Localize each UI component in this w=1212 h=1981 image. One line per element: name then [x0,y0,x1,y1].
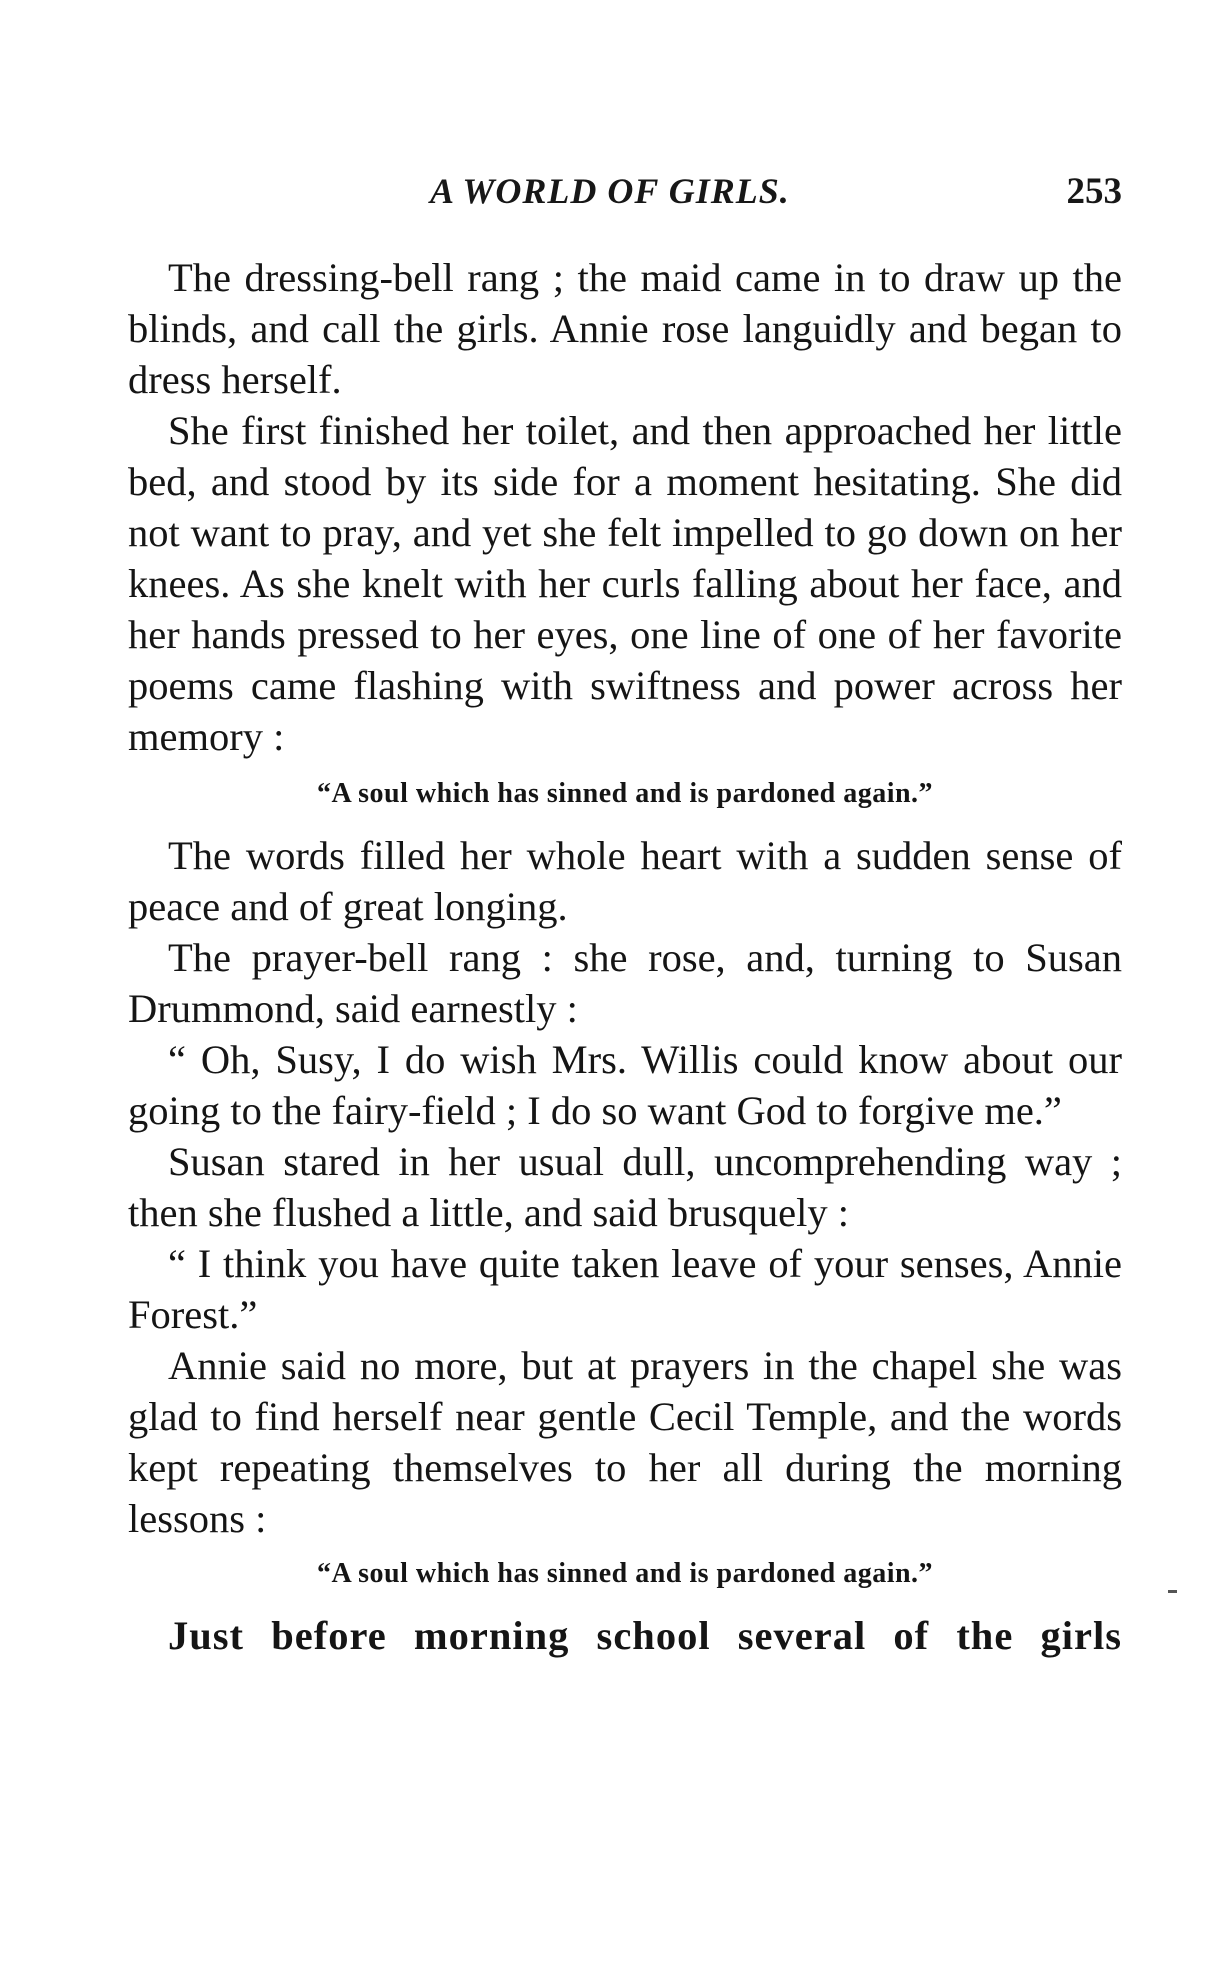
paragraph-dressing-bell: The dressing-bell rang ; the maid came in to draw up the blinds, and call the girls. Annie rose languidly and began to dress herself. [128,255,1122,402]
paragraph-oh-susy: “ Oh, Susy, I do wish Mrs. Willis could know about our going to the fairy-field ; I do so want God to forgive me.” [128,1037,1122,1133]
page-number: 253 [1066,171,1122,212]
paragraph-toilet: She first finished her toilet, and then approached her little bed, and stood by its side for a moment hesitating. She did not want to pray, and yet she felt impelled to go down on her knees. As she knelt with her curls falling about her face, and her hands pressed to her eyes, one line of one of her favorite poems came flashing with swiftness and power across her memory : [128,408,1122,759]
paragraph-prayer-bell: The prayer-bell rang : she rose, and, turning to Susan Drummond, said earnestly : [128,935,1122,1031]
paragraph-taken-leave: “ I think you have quite taken leave of your senses, Annie Forest.” [128,1241,1122,1337]
paragraph-morning-school: Just before morning school several of the girls [168,1613,1122,1658]
running-title: A WORLD OF GIRLS. [430,171,790,211]
quote-soul-pardoned-1: “A soul which has sinned and is pardoned again.” [316,778,934,809]
quote-soul-pardoned-2: “A soul which has sinned and is pardoned again.” [316,1558,934,1589]
paragraph-words-filled: The words filled her whole heart with a sudden sense of peace and of great longing. [128,833,1122,929]
paragraph-annie-said: Annie said no more, but at prayers in the chapel she was glad to find herself near gentle Cecil Temple, and the words kept repeating themselves to her all during the morning lessons : [128,1343,1122,1541]
paragraph-susan-stared: Susan stared in her usual dull, uncomprehending way ; then she flushed a little, and said brusquely : [128,1139,1122,1235]
margin-mark [1168,1590,1177,1593]
running-head [0,170,1212,220]
body-text [128,252,1122,1661]
